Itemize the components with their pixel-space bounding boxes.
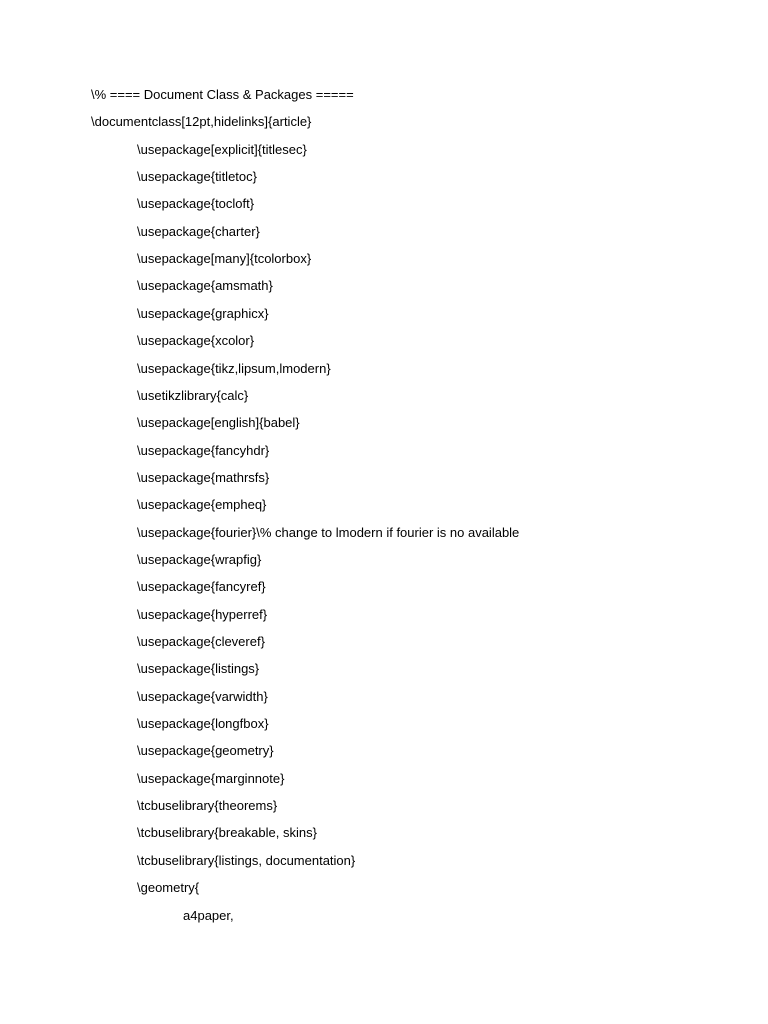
document-line: \tcbuselibrary{listings, documentation} — [137, 853, 356, 868]
document-line: a4paper, — [183, 908, 234, 923]
document-line: \usepackage[many]{tcolorbox} — [137, 251, 312, 266]
document-line: \usepackage{fourier}\% change to lmodern if fourier is no available — [137, 525, 520, 540]
document-line: \tcbuselibrary{theorems} — [137, 798, 278, 813]
document-line: \geometry{ — [137, 880, 200, 895]
document-line: \usepackage{charter} — [137, 224, 260, 239]
document-line: \usepackage{fancyhdr} — [137, 443, 270, 458]
document-line: \usepackage{empheq} — [137, 497, 267, 512]
document-line: \usepackage{cleveref} — [137, 634, 265, 649]
document-line: \usetikzlibrary{calc} — [137, 388, 249, 403]
document-line: \usepackage[explicit]{titlesec} — [137, 142, 307, 157]
document-line: \usepackage{longfbox} — [137, 716, 269, 731]
document-line: \usepackage{marginnote} — [137, 771, 285, 786]
document-line: \usepackage{graphicx} — [137, 306, 269, 321]
document-line: \usepackage{wrapfig} — [137, 552, 262, 567]
document-line: \usepackage{fancyref} — [137, 579, 266, 594]
document-line: \usepackage{hyperref} — [137, 607, 268, 622]
document-line: \usepackage{xcolor} — [137, 333, 255, 348]
document-line: \usepackage{listings} — [137, 661, 260, 676]
document-line: \tcbuselibrary{breakable, skins} — [137, 825, 317, 840]
document-line: \% ==== Document Class & Packages ===== — [91, 87, 354, 102]
document-line: \usepackage{titletoc} — [137, 169, 257, 184]
document-line: \documentclass[12pt,hidelinks]{article} — [91, 114, 312, 129]
document-line: \usepackage{geometry} — [137, 743, 274, 758]
document-line: \usepackage{tocloft} — [137, 196, 255, 211]
document-line: \usepackage{tikz,lipsum,lmodern} — [137, 361, 331, 376]
document-line: \usepackage{varwidth} — [137, 689, 268, 704]
document-line: \usepackage{mathrsfs} — [137, 470, 270, 485]
document-line: \usepackage[english]{babel} — [137, 415, 300, 430]
document-line: \usepackage{amsmath} — [137, 278, 273, 293]
